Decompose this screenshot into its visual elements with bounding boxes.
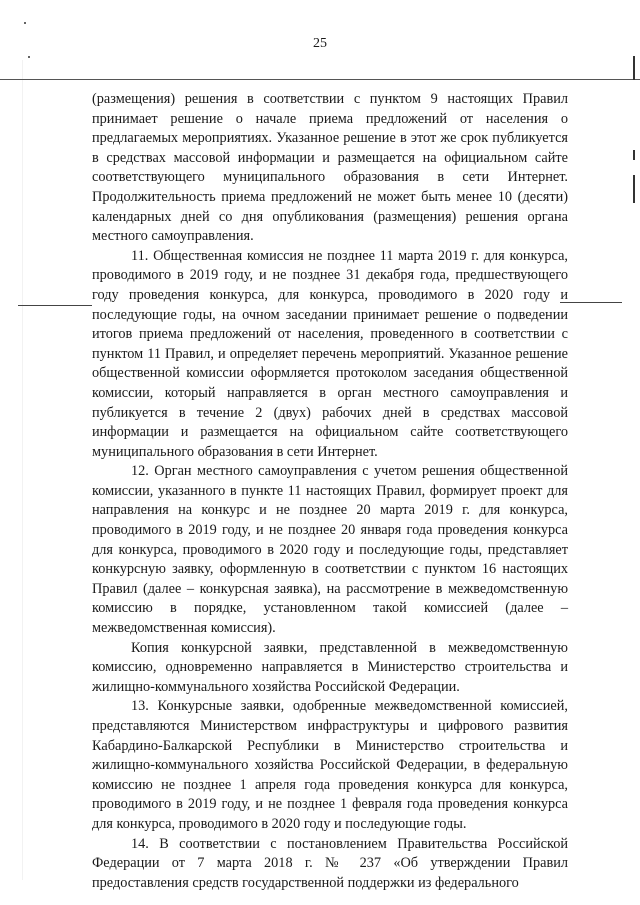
edge-scan-mark bbox=[633, 150, 635, 160]
edge-scan-mark bbox=[633, 175, 635, 203]
paragraph-item-12-copy: Копия конкурсной заявки, представленной в межведомственную комиссию, одновременно направляется в Министерство строительства и жилищно-коммунального хозяйства Российской Федерации. bbox=[92, 639, 568, 695]
paragraph-item-11: 11. Общественная комиссия не позднее 11 марта 2019 г. для конкурса, проводимого в 2019 году, и не позднее 31 декабря года, предшествующего году проведения конкурса, для конкурса, проводимого в 2020 году и последующие годы, на очном заседании принимает решение о подведении итогов приема предложений от населения, проведенного в соответствии с пунктом 11 Правил, и определяет перечень мероприятий. Указанное решение общественной комиссии оформляется протоколом заседания общественной комиссии, который направляется в орган местного самоуправления и публикуется в течение 2 (двух) рабочих дней в средствах массовой информации и размещается на официальном сайте соответствующего муниципального образования в сети Интернет. bbox=[92, 247, 568, 460]
paragraph-continuation: (размещения) решения в соответствии с пунктом 9 настоящих Правил принимает решение о начале приема предложений от населения о предлагаемых мероприятиях. Указанное решение в этот же срок публикуется в средствах массовой информации и размещается на официальном сайте соответствующего муниципального образования в сети Интернет. Продолжительность приема предложений не может быть менее 10 (десяти) календарных дней со дня опубликования (размещения) решения органа местного самоуправления. bbox=[92, 91, 568, 245]
right-scan-mark bbox=[560, 302, 622, 303]
paragraph-item-14: 14. В соответствии с постановлением Правительства Российской Федерации от 7 марта 2018 г. № 237 «Об утверждении Правил предоставления средств государственной поддержки из федерального bbox=[92, 835, 568, 891]
scan-edge-shadow bbox=[22, 60, 23, 880]
scan-speck bbox=[28, 56, 30, 58]
top-scan-line bbox=[0, 79, 640, 80]
page-number: 25 bbox=[313, 36, 327, 51]
scan-speck bbox=[24, 22, 26, 24]
edge-scan-mark bbox=[633, 56, 635, 80]
left-scan-mark bbox=[18, 305, 92, 306]
paragraph-item-12: 12. Орган местного самоуправления с учетом решения общественной комиссии, указанного в пункте 11 настоящих Правил, формирует проект для направления на конкурс и не позднее 20 марта 2019 г. для конкурса, проводимого в 2019 году, и не позднее 20 января года проведения конкурса для конкурса, проводимого в 2020 году и последующие годы, представляет конкурсную заявку, оформленную в соответствии с пунктом 16 настоящих Правил (далее – конкурсная заявка), на рассмотрение в межведомственную комиссию в порядке, установленном такой комиссией (далее – межведомственная комиссия). bbox=[92, 463, 568, 637]
document-body bbox=[92, 90, 568, 893]
paragraph-item-13: 13. Конкурсные заявки, одобренные межведомственной комиссией, представляются Министерством инфраструктуры и цифрового развития Кабардино-Балкарской Республики в Министерство строительства и жилищно-коммунального хозяйства Российской Федерации, в федеральную комиссию не позднее 1 апреля года проведения конкурса для конкурса, проводимого в 2019 году, и не позднее 1 февраля года проведения конкурса для конкурса, проводимого в 2020 году и последующие годы. bbox=[92, 698, 568, 832]
